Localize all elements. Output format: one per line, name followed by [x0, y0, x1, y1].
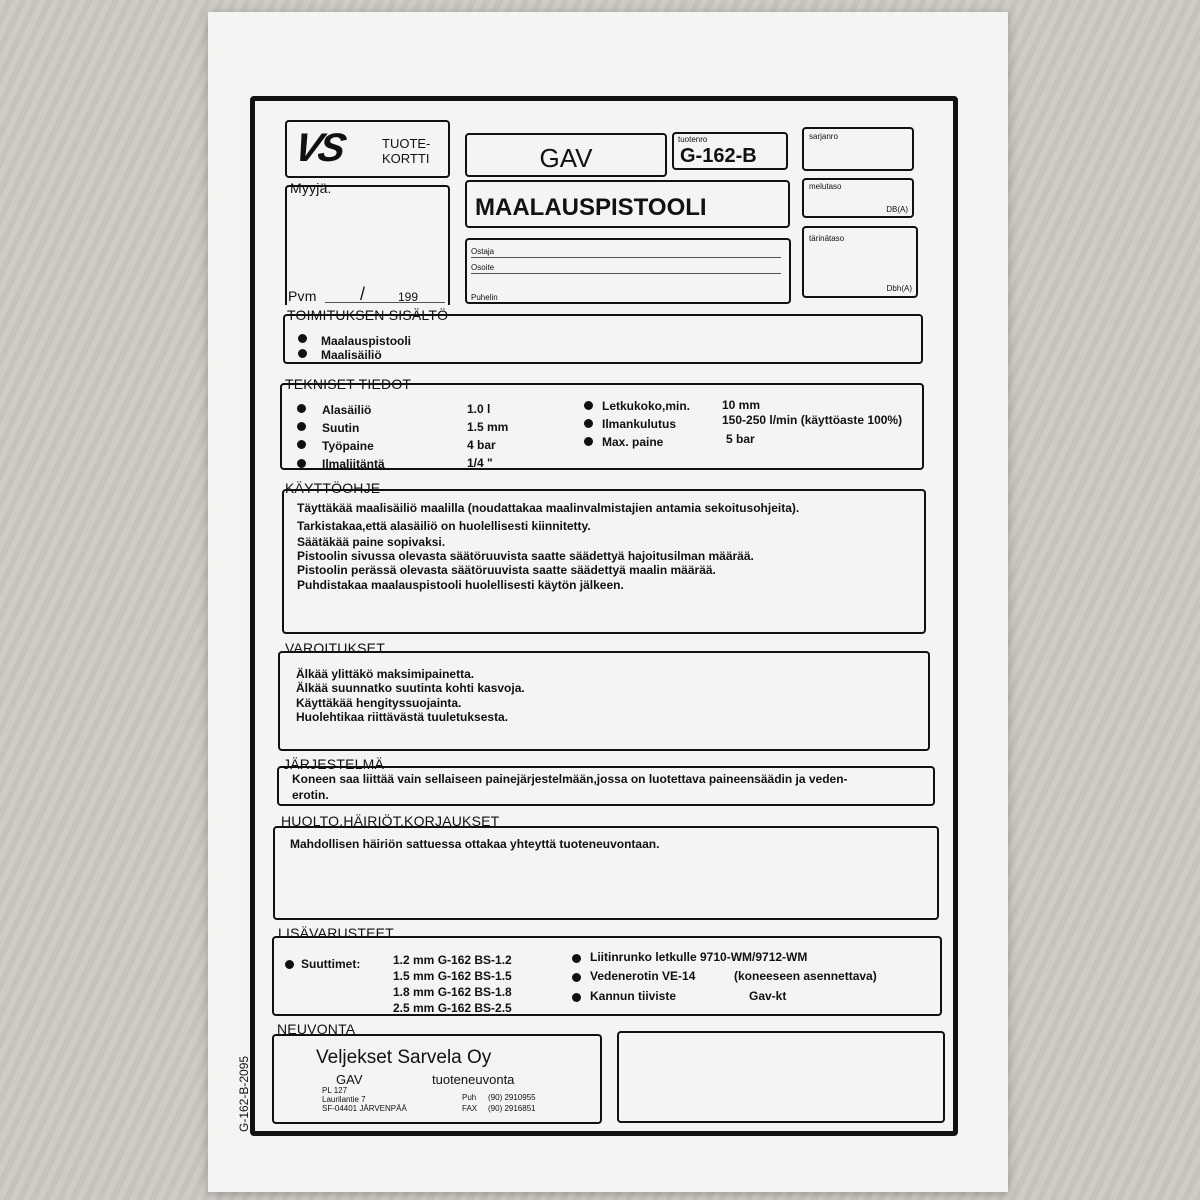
- phone-label: Puhelin: [471, 293, 498, 302]
- date-slash: /: [360, 284, 366, 304]
- specs-title: TEKNISET TIEDOT: [285, 376, 412, 392]
- noise-unit: DB(A): [886, 205, 908, 214]
- nozzles-label: Suuttimet:: [301, 957, 361, 971]
- bullet-icon: [584, 437, 593, 446]
- bullet-icon: [297, 459, 306, 468]
- seller-label: Myyjä:: [290, 180, 332, 196]
- specs-box: [280, 383, 924, 470]
- date-label: Pvm: [288, 288, 317, 304]
- advice-fax: (90) 2916851: [488, 1104, 536, 1113]
- spec-name: Työpaine: [322, 439, 374, 453]
- advice-dept: tuoteneuvonta: [432, 1072, 515, 1087]
- service-title: HUOLTO,HÄIRIÖT,KORJAUKSET: [281, 813, 500, 829]
- warning-line: Älkää ylittäkö maksimipainetta.: [296, 667, 475, 681]
- spec-name: Suutin: [322, 421, 360, 435]
- product-no-box: [672, 132, 788, 170]
- advice-title: NEUVONTA: [277, 1021, 356, 1037]
- advice-address: SF-04401 JÄRVENPÄÄ: [322, 1104, 407, 1113]
- spec-value: 1.5 mm: [467, 420, 509, 434]
- bullet-icon: [572, 973, 581, 982]
- advice-address: PL 127: [322, 1086, 348, 1095]
- product-name: MAALAUSPISTOOLI: [475, 194, 707, 221]
- advice-address: Laurilantie 7: [322, 1095, 366, 1104]
- spec-name: Ilmaliitäntä: [322, 457, 385, 471]
- date-line: [325, 302, 445, 303]
- delivery-box: [283, 314, 923, 364]
- stamp-box: [617, 1031, 945, 1123]
- delivery-item: Maalisäiliö: [321, 348, 382, 362]
- spec-value: 5 bar: [726, 432, 755, 446]
- advice-phone: (90) 2910955: [488, 1093, 536, 1102]
- vibration-label: tärinätaso: [809, 234, 845, 243]
- nozzle-item: 1.2 mm G-162 BS-1.2: [393, 953, 512, 967]
- usage-line: Säätäkää paine sopivaksi.: [297, 535, 446, 549]
- nozzle-item: 1.8 mm G-162 BS-1.8: [393, 985, 512, 999]
- bullet-icon: [285, 960, 294, 969]
- warning-line: Huolehtikaa riittävästä tuuletuksesta.: [296, 710, 509, 724]
- accessory-name: Liitinrunko letkulle 9710-WM/9712-WM: [590, 950, 808, 964]
- fax-label: FAX: [462, 1104, 478, 1113]
- nozzle-item: 1.5 mm G-162 BS-1.5: [393, 969, 512, 983]
- accessory-name: Vedenerotin VE-14: [590, 969, 696, 983]
- date-year: 199: [398, 290, 419, 304]
- usage-line: Pistoolin sivussa olevasta säätöruuvista saatte säädettyä hajoitusilman määrää.: [297, 549, 754, 563]
- usage-line: Pistoolin perässä olevasta säätöruuvista saatte säädettyä maalin määrää.: [297, 563, 716, 577]
- bullet-icon: [297, 422, 306, 431]
- delivery-title: TOIMITUKSEN SISÄLTÖ: [287, 307, 449, 323]
- vibration-unit: Dbh(A): [886, 284, 912, 293]
- spec-name: Ilmankulutus: [602, 417, 677, 431]
- delivery-item: Maalauspistooli: [321, 334, 412, 348]
- product-no-label: tuotenro: [678, 135, 708, 144]
- buyer-line: [471, 257, 781, 258]
- accessories-box: [272, 936, 942, 1016]
- nozzle-item: 2.5 mm G-162 BS-2.5: [393, 1001, 512, 1015]
- spec-value: 10 mm: [722, 398, 761, 412]
- vibration-box: [802, 226, 918, 298]
- vs-logo: VS: [290, 126, 348, 170]
- system-title: JÄRJESTELMÄ: [283, 756, 384, 772]
- accessory-note: (koneeseen asennettava): [734, 969, 877, 983]
- serial-box: [802, 127, 914, 171]
- service-box: [273, 826, 939, 920]
- advice-box: [272, 1034, 602, 1124]
- warnings-title: VAROITUKSET: [285, 640, 385, 656]
- accessories-title: LISÄVARUSTEET: [278, 925, 394, 941]
- bullet-icon: [584, 419, 593, 428]
- usage-line: Tarkistakaa,että alasäiliö on huolellisesti kiinnitetty.: [297, 519, 591, 533]
- warning-line: Älkää suunnatko suutinta kohti kasvoja.: [296, 681, 525, 695]
- spec-value: 1.0 l: [467, 402, 491, 416]
- system-line: Koneen saa liittää vain sellaiseen painejärjestelmään,jossa on luotettava paineensäädin ja veden-: [292, 772, 848, 786]
- usage-line: Puhdistakaa maalauspistooli huolellisesti käytön jälkeen.: [297, 578, 624, 592]
- system-line: erotin.: [292, 788, 329, 802]
- buyer-label: Ostaja: [471, 247, 495, 256]
- product-no: G-162-B: [680, 145, 757, 167]
- address-label: Osoite: [471, 263, 495, 272]
- phone-label: Puh: [462, 1093, 477, 1102]
- bullet-icon: [298, 334, 307, 343]
- address-line: [471, 273, 781, 274]
- bullet-icon: [572, 954, 581, 963]
- warning-line: Käyttäkää hengityssuojainta.: [296, 696, 462, 710]
- spec-value: 4 bar: [467, 438, 496, 452]
- spec-value: 150-250 l/min (käyttöaste 100%): [722, 413, 903, 427]
- spec-value: 1/4 ": [467, 456, 493, 470]
- bullet-icon: [298, 349, 307, 358]
- maker-name: GAV: [539, 143, 593, 173]
- noise-label: melutaso: [809, 182, 842, 191]
- usage-line: Täyttäkää maalisäiliö maalilla (noudattakaa maalinvalmistajien antamia sekoitusohjeita).: [297, 501, 800, 515]
- usage-box: [282, 489, 926, 634]
- bullet-icon: [572, 993, 581, 1002]
- system-box: [277, 766, 935, 806]
- maker-box: [465, 133, 667, 177]
- brand-label-2: KORTTI: [382, 151, 430, 166]
- logo-box: [285, 120, 450, 178]
- accessory-note: Gav-kt: [749, 989, 787, 1003]
- usage-title: KÄYTTÖOHJE: [285, 480, 381, 496]
- side-code: G-162-B-2095: [237, 1055, 251, 1132]
- bullet-icon: [297, 440, 306, 449]
- seller-box: [285, 185, 450, 305]
- brand-label-1: TUOTE-: [382, 136, 431, 151]
- spec-name: Max. paine: [602, 435, 664, 449]
- noise-box: [802, 178, 914, 218]
- bullet-icon: [584, 401, 593, 410]
- warnings-box: [278, 651, 930, 751]
- company-name: Veljekset Sarvela Oy: [316, 1047, 492, 1068]
- service-text: Mahdollisen häiriön sattuessa ottakaa yhteyttä tuoteneuvontaan.: [290, 837, 660, 851]
- advice-brand: GAV: [336, 1072, 363, 1087]
- serial-label: sarjanro: [809, 132, 838, 141]
- spec-name: Letkukoko,min.: [602, 399, 691, 413]
- bullet-icon: [297, 404, 306, 413]
- spec-name: Alasäiliö: [322, 403, 372, 417]
- accessory-name: Kannun tiiviste: [590, 989, 677, 1003]
- product-name-box: [465, 180, 790, 228]
- buyer-box: [465, 238, 791, 304]
